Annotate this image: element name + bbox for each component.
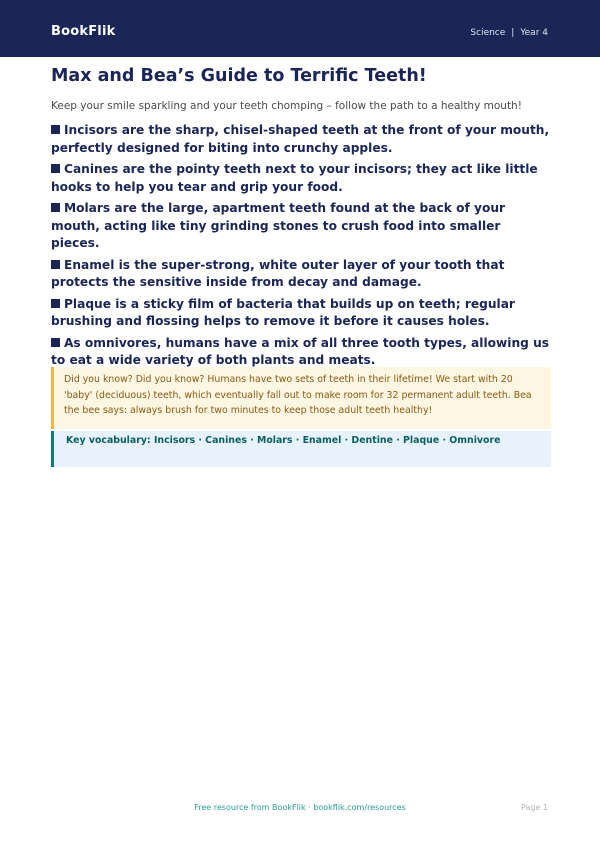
square-bullet-icon (51, 164, 60, 173)
fact-item (51, 122, 551, 157)
fact-text: Plaque is a sticky film of bacteria that builds up on teeth; regular brushing and flossing helps to remove it before it causes holes. (51, 296, 515, 328)
did-you-know-text: Did you know? Did you know? Humans have two sets of teeth in their lifetime! We start with 20 'baby' (deciduous) teeth, which eventually fall out to make room for 32 permanent adult teeth. Bea the bee says: always brush for two minutes to keep those adult teeth healthy! (54, 367, 551, 429)
intro-text: Keep your smile sparkling and your teeth chomping – follow the path to a healthy mouth! (51, 100, 522, 112)
page-title: Max and Bea’s Guide to Terrific Teeth! (51, 66, 427, 86)
square-bullet-icon (51, 260, 60, 269)
year-label: Year 4 (520, 28, 548, 38)
did-you-know-callout (51, 367, 551, 429)
square-bullet-icon (51, 125, 60, 134)
vocabulary-box (51, 431, 551, 467)
fact-item (51, 200, 551, 253)
square-bullet-icon (51, 203, 60, 212)
fact-text: Enamel is the super-strong, white outer layer of your tooth that protects the sensitive inside from decay and damage. (51, 257, 505, 289)
page-number: Page 1 (521, 803, 548, 812)
fact-item (51, 335, 551, 370)
subject-label: Science (470, 28, 506, 38)
fact-text: Canines are the pointy teeth next to your incisors; they act like little hooks to help you tear and grip your food. (51, 162, 538, 194)
fact-text: Incisors are the sharp, chisel-shaped teeth at the front of your mouth, perfectly designed for biting into crunchy apples. (51, 123, 550, 155)
header-meta (470, 28, 548, 38)
square-bullet-icon (51, 338, 60, 347)
fact-text: As omnivores, humans have a mix of all three tooth types, allowing us to eat a wide variety of both plants and meats. (51, 335, 550, 367)
square-bullet-icon (51, 299, 60, 308)
header-bar (0, 0, 600, 57)
fact-text: Molars are the large, apartment teeth found at the back of your mouth, acting like tiny grinding stones to crush food into smaller pieces. (51, 201, 506, 250)
fact-list (51, 122, 551, 374)
fact-item (51, 257, 551, 292)
fact-item (51, 296, 551, 331)
fact-item (51, 161, 551, 196)
footer-link[interactable]: Free resource from BookFlik · bookflik.com/resources (194, 803, 406, 812)
meta-separator: | (511, 28, 515, 38)
vocabulary-text: Key vocabulary: Incisors · Canines · Molars · Enamel · Dentine · Plaque · Omnivore (66, 435, 501, 446)
brand-logo[interactable]: BookFlik (51, 24, 116, 39)
